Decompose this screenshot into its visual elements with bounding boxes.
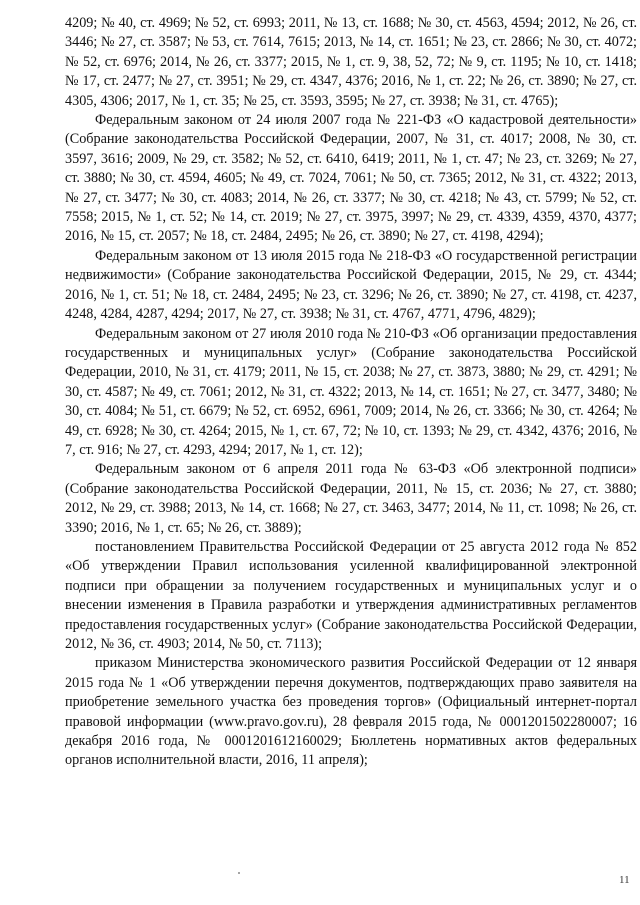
document-body: [65, 14, 637, 771]
paragraph-law-63-fz: Федеральным законом от 6 апреля 2011 года № 63-ФЗ «Об электронной подписи» (Собрание законодательства Российской Федерации, 2011, № 15, ст. 2036; № 27, ст. 3880; 2012, № 29, ст. 3988; 2013, № 14, ст. 1668; № 27, ст. 3463, 3477; 2014, № 11, ст. 1098; № 26, ст. 3390; 2016, № 1, ст. 65; № 26, ст. 3889);: [65, 461, 637, 536]
paragraph-law-210-fz: Федеральным законом от 27 июля 2010 года № 210-ФЗ «Об организации предоставления государственных и муниципальных услуг» (Собрание законодательства Российской Федерации, 2010, № 31, ст. 4179; 2011, № 15, ст. 2038; № 27, ст. 3873, 3880; № 29, ст. 4291; № 30, ст. 4587; № 49, ст. 7061; 2012, № 31, ст. 4322; 2013, № 14, ст. 1651; № 27, ст. 3477, 3480; № 30, ст. 4084; № 51, ст. 6679; № 52, ст. 6952, 6961, 7009; 2014, № 26, ст. 3366; № 30, ст. 4264; № 49, ст. 6928; № 30, ст. 4264; 2015, № 1, ст. 67, 72; № 10, ст. 1393; № 29, ст. 4342, 4376; 2016, № 7, ст. 916; № 27, ст. 4293, 4294; 2017, № 1, ст. 12);: [65, 325, 637, 458]
paragraph-government-resolution-852: постановлением Правительства Российской Федерации от 25 августа 2012 года № 852 «Об утверждении Правил использования усиленной квалифицированной электронной подписи при обращении за получением государственных и муниципальных услуг и о внесении изменения в Правила разработки и утверждения административных регламентов предоставления государственных услуг» (Собрание законодательства Российской Федерации, 2012, № 36, ст. 4903; 2014, № 50, ст. 7113);: [65, 538, 637, 652]
scan-speck: [238, 872, 240, 874]
paragraph-legislation-list-continuation: 4209; № 40, ст. 4969; № 52, ст. 6993; 2011, № 13, ст. 1688; № 30, ст. 4563, 4594; 2012, № 26, ст. 3446; № 27, ст. 3587; № 53, ст. 7614, 7615; 2013, № 14, ст. 1651; № 23, ст. 2866; № 30, ст. 4072; № 52, ст. 6976; 2014, № 26, ст. 3377; 2015, № 1, ст. 9, 38, 52, 72; № 9, ст. 1195; № 10, ст. 1418; № 17, ст. 2477; № 27, ст. 3951; № 29, ст. 4347, 4376; 2016, № 1, ст. 22; № 26, ст. 3890; № 27, ст. 4305, 4306; 2017, № 1, ст. 35; № 25, ст. 3593, 3595; № 27, ст. 3938; № 31, ст. 4765);: [65, 15, 637, 109]
paragraph-ministry-order-1: приказом Министерства экономического развития Российской Федерации от 12 января 2015 года № 1 «Об утверждении перечня документов, подтверждающих право заявителя на приобретение земельного участка без проведения торгов» (Официальный интернет-портал правовой информации (www.pravo.gov.ru), 28 февраля 2015 года, № 0001201502280007; 16 декабря 2016 года, № 0001201612160029; Бюллетень нормативных актов федеральных органов исполнительной власти, 2016, 11 апреля);: [65, 655, 637, 769]
page-number: 11: [619, 874, 630, 886]
paragraph-law-218-fz: Федеральным законом от 13 июля 2015 года № 218-ФЗ «О государственной регистрации недвижимости» (Собрание законодательства Российской Федерации, 2015, № 29, ст. 4344; 2016, № 1, ст. 51; № 18, ст. 2484, 2495; № 23, ст. 3296; № 26, ст. 3890; № 27, ст. 4198, ст. 4237, 4248, 4284, 4287, 4294; 2017, № 27, ст. 3938; № 31, ст. 4767, 4771, 4796, 4829);: [65, 247, 637, 323]
paragraph-law-221-fz: Федеральным законом от 24 июля 2007 года № 221-ФЗ «О кадастровой деятельности» (Собрание законодательства Российской Федерации, 2007, № 31, ст. 4017; 2008, № 30, ст. 3597, 3616; 2009, № 29, ст. 3582; № 52, ст. 6410, 6419; 2011, № 1, ст. 47; № 23, ст. 3269; № 27, ст. 3880; № 30, ст. 4594, 4605; № 49, ст. 7024, 7061; № 50, ст. 7365; 2012, № 31, ст. 4322; 2013, № 27, ст. 3477; № 30, ст. 4083; 2014, № 26, ст. 3377; № 30, ст. 4218; № 43, ст. 5799; № 52, ст. 7558; 2015, № 1, ст. 52; № 14, ст. 2019; № 27, ст. 3975, 3997; № 29, ст. 4339, 4359, 4370, 4377; 2016, № 15, ст. 2057; № 18, ст. 2484, 2495; № 26, ст. 3890; № 27, ст. 4198, 4294);: [65, 112, 637, 245]
